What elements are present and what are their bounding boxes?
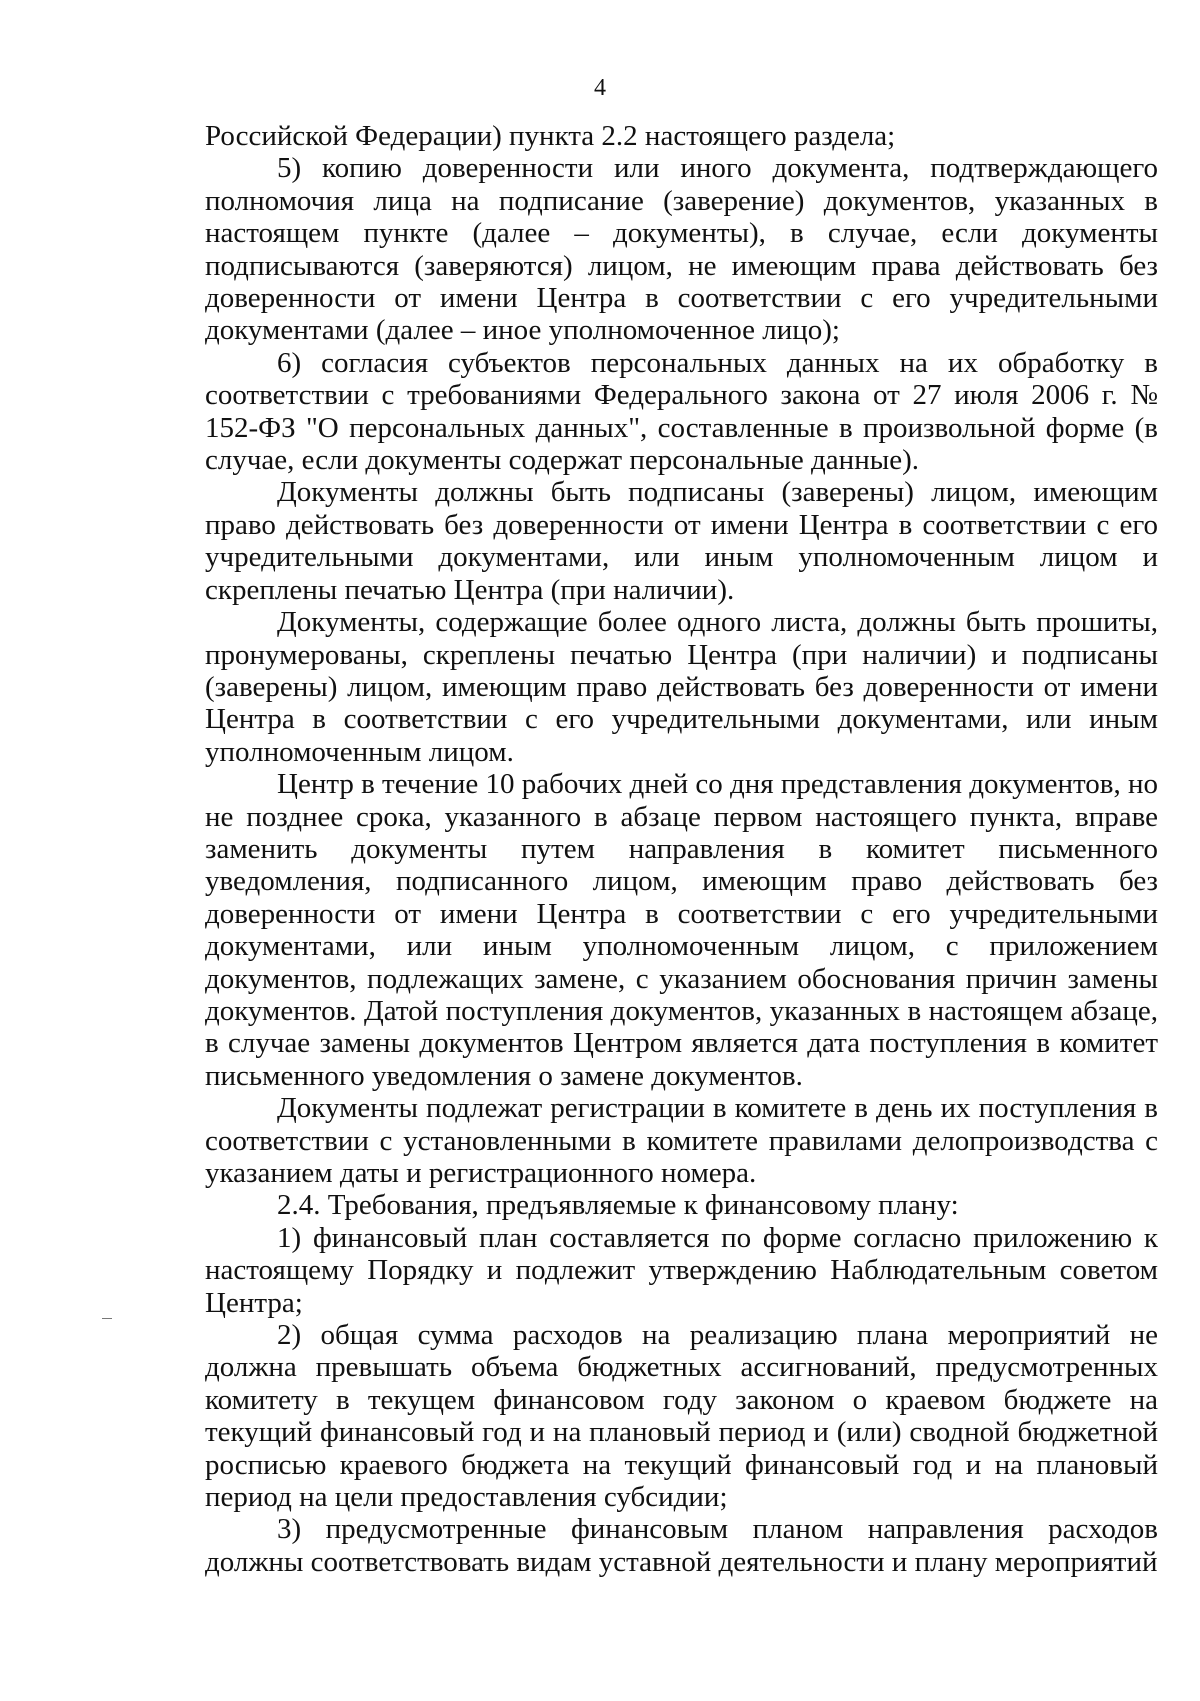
paragraph-section-2-4-heading: 2.4. Требования, предъявляемые к финансовому плану:: [277, 1189, 959, 1222]
paragraph-plan-item-2: 2) общая сумма расходов на реализацию плана мероприятий не должна превышать объема бюджетных ассигнований, предусмотренных комитету в текущем финансовом году законом о краевом бюджете на текущий финансовый год и на плановый период и (или) сводной бюджетной росписью краевого бюджета на текущий финансовый год и на плановый период на цели предоставления субсидии;: [205, 1319, 1158, 1514]
paragraph-document-replacement: Центр в течение 10 рабочих дней со дня представления документов, но не позднее срока, указанного в абзаце первом настоящего пункта, вправе заменить документы путем направления в комитет письменного уведомления, подписанного лицом, имеющим право действовать без доверенности от имени Центра в соответствии с его учредительными документами, или иным уполномоченным лицом, с приложением документов, подлежащих замене, с указанием обоснования причин замены документов. Датой поступления документов, указанных в настоящем абзаце, в случае замены документов Центром является дата поступления в комитет письменного уведомления о замене документов.: [205, 768, 1158, 1092]
paragraph-plan-item-3: 3) предусмотренные финансовым планом направления расходов должны соответствовать видам уставной деятельности и плану мероприятий: [205, 1513, 1158, 1578]
paragraph-plan-item-1: 1) финансовый план составляется по форме согласно приложению к настоящему Порядку и подлежит утверждению Наблюдательным советом Центра;: [205, 1221, 1158, 1319]
paragraph-continuation: Российской Федерации) пункта 2.2 настоящего раздела;: [205, 120, 896, 152]
paragraph-registration: Документы подлежат регистрации в комитете в день их поступления в соответствии с установленными в комитете правилами делопроизводства с указанием даты и регистрационного номера.: [205, 1092, 1158, 1189]
paragraph-item-6: 6) согласия субъектов персональных данных на их обработку в соответствии с требованиями Федерального закона от 27 июля 2006 г. № 152-ФЗ "О персональных данных", составленные в произвольной форме (в случае, если документы содержат персональные данные).: [205, 346, 1158, 477]
paragraph-signing-requirements: Документы должны быть подписаны (заверены) лицом, имеющим право действовать без доверенности от имени Центра в соответствии с его учредительными документами, или иным уполномоченным лицом и скреплены печатью Центра (при наличии).: [205, 476, 1158, 606]
paragraph-binding-requirements: Документы, содержащие более одного листа, должны быть прошиты, пронумерованы, скреплены печатью Центра (при наличии) и подписаны (заверены) лицом, имеющим право действовать без доверенности от имени Центра в соответствии с его учредительными документами, или иным уполномоченным лицом.: [205, 606, 1158, 768]
document-body: [205, 120, 1158, 1578]
page-number: 4: [594, 75, 606, 101]
scan-margin-mark: [102, 1318, 112, 1319]
paragraph-item-5: 5) копию доверенности или иного документа, подтверждающего полномочия лица на подписание (заверение) документов, указанных в настоящем пункте (далее – документы), в случае, если документы подписываются (заверяются) лицом, не имеющим права действовать без доверенности от имени Центра в соответствии с его учредительными документами (далее – иное уполномоченное лицо);: [205, 152, 1158, 347]
